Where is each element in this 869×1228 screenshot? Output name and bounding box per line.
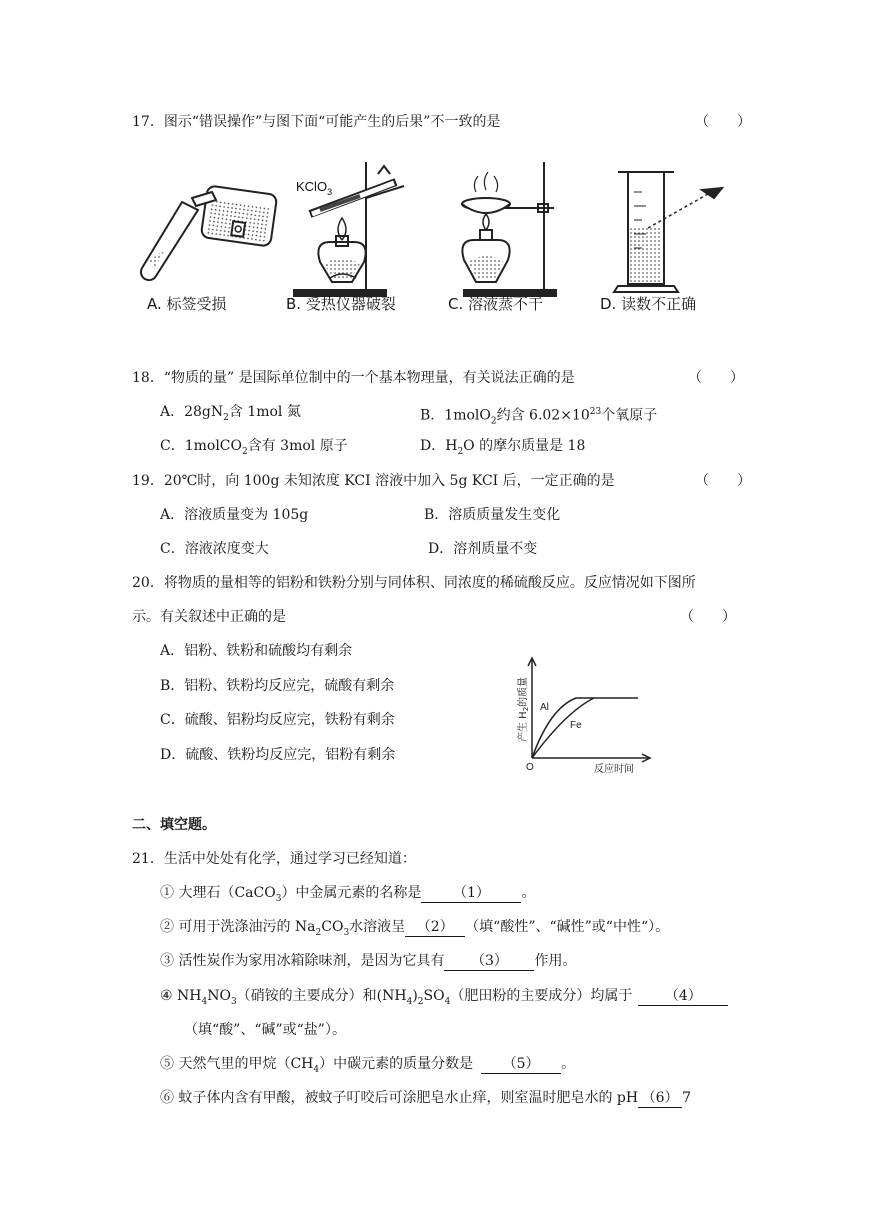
q19-option-a: A．溶液质量变为 105g — [160, 507, 309, 523]
blank-2[interactable]: （2） — [405, 918, 465, 937]
q21-stem: 21．生活中处处有化学，通过学习已经知道： — [132, 851, 416, 867]
q20-option-b: B．铝粉、铁粉均反应完，硫酸有剩余 — [160, 678, 395, 694]
q20-stem-line1: 20．将物质的量相等的铝粉和铁粉分别与同体积、同浓度的稀硫酸反应。反应情况如下图所 — [132, 575, 696, 591]
q20-option-d: D．硫酸、铁粉均反应完，铝粉有剩余 — [160, 747, 396, 763]
caption-a: A. 标签受损 — [147, 295, 227, 313]
blank-1[interactable]: （1） — [421, 884, 521, 903]
q17-stem: 17．图示“错误操作”与图下面“可能产生的后果”不一致的是 — [132, 114, 501, 130]
graph-xlabel: 反应时间 — [594, 764, 634, 775]
q18-stem: 18．“物质的量” 是国际单位制中的一个基本物理量，有关说法正确的是 — [132, 370, 575, 386]
section-fill-in-title: 二、填空题。 — [132, 817, 216, 833]
blank-6[interactable]: （6） — [638, 1089, 682, 1108]
q18-answer-paren: （ ） — [688, 370, 744, 386]
graph-series-al: Al — [540, 702, 549, 713]
blank-5[interactable]: （5） — [481, 1055, 561, 1074]
blank-4[interactable]: （4） — [638, 987, 728, 1006]
blank-3[interactable]: （3） — [444, 952, 534, 971]
figure-d-cylinder — [614, 172, 722, 292]
q21-item-1: ① 大理石（CaCO$_3$）中金属元素的名称是 （1） 。 — [160, 885, 536, 904]
q18-option-d: D．$H_2O$ 的摩尔质量是 18 — [420, 438, 586, 457]
graph-series-fe: Fe — [570, 720, 582, 731]
q21-item-4-line2: （填“酸”、“碱”或“盐”）。 — [184, 1022, 346, 1038]
q19-option-c: C．溶液浓度变大 — [160, 541, 269, 557]
q20-answer-paren: （ ） — [680, 609, 736, 625]
q20-option-c: C．硫酸、铝粉均反应完，铁粉有剩余 — [160, 712, 395, 728]
q21-item-2: ② 可用于洗涤油污的 $Na_2CO_3$水溶液呈 （2） （填“酸性”、“碱性”或“中性“）。 — [160, 919, 670, 938]
q20-graph — [510, 656, 670, 776]
graph-origin: O — [526, 762, 534, 773]
q21-item-5: ⑤ 天然气里的甲烷$(CH_4)$中碳元素的质量分数是 （5） 。 — [160, 1056, 576, 1075]
q19-option-b: B．溶质质量发生变化 — [424, 507, 561, 523]
caption-d: D. 读数不正确 — [600, 295, 697, 313]
q18-option-a: A．$28gN_2$含 1mol 氮 — [160, 404, 301, 423]
q20-option-a: A．铝粉、铁粉和硫酸均有剩余 — [160, 643, 353, 659]
q19-option-d: D．溶剂质量不变 — [428, 541, 538, 557]
q18-option-c: C．1molCO$_2$含有 3mol 原子 — [160, 438, 348, 457]
caption-c: C. 溶液蒸不干 — [448, 295, 544, 313]
graph-ylabel: 产生 $H_2$的质量 — [518, 676, 530, 742]
q19-stem: 19．20℃时，向 100g 未知浓度 KCI 溶液中加入 5g KCI 后，一定正确的是 — [132, 473, 615, 489]
q17-answer-paren: （ ） — [695, 114, 751, 130]
q19-answer-paren: （ ） — [695, 473, 751, 489]
q18-option-b: B．1molO$_2$约含 $6.02\times 10^{23}$个氧原子 — [420, 407, 658, 427]
q20-stem-line2: 示。有关叙述中正确的是 — [132, 609, 286, 625]
kclo3-label: KClO$_3$ — [296, 179, 333, 197]
q21-item-6: ⑥ 蚊子体内含有甲酸，被蚊子叮咬后可涂肥皂水止痒，则室温时肥皂水的 pH （6） 7 — [160, 1090, 691, 1106]
q21-item-4: ④ $NH_4NO_3$（硝铵的主要成分）和$(NH_4)_2SO_4$（肥田粉的主要成分）均属于 （4） — [160, 986, 728, 1012]
q21-item-3: ③ 活性炭作为家用冰箱除味剂，是因为它具有 （3） 作用。 — [160, 953, 577, 969]
caption-b: B. 受热仪器破裂 — [286, 295, 396, 313]
figure-a-pouring — [141, 185, 277, 280]
figure-c-evaporating — [462, 162, 556, 296]
